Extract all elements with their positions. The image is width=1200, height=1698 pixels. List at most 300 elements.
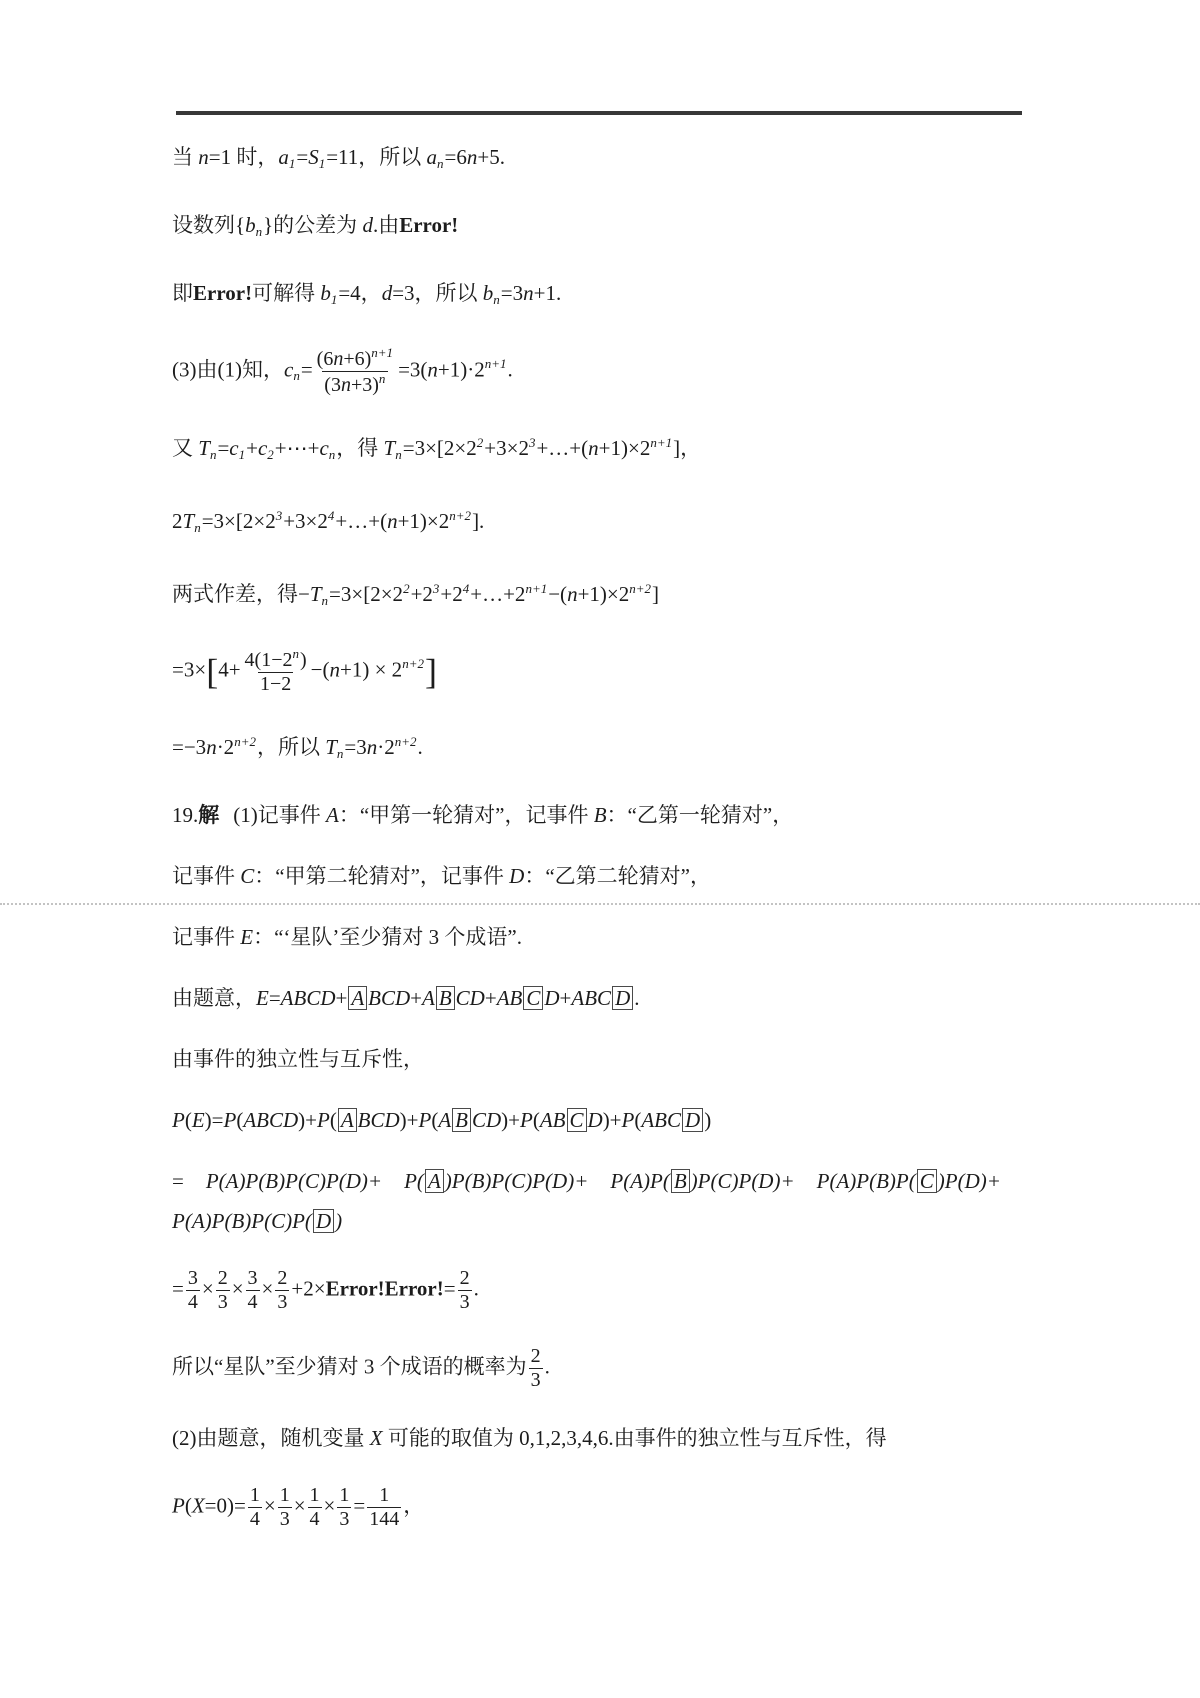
line-geometric-sum xyxy=(172,647,1052,696)
line-px0 xyxy=(172,1484,1052,1531)
math-variable: n xyxy=(523,281,534,305)
math-variable: P xyxy=(172,1108,185,1132)
fraction xyxy=(243,647,309,696)
text-run: =3，所以 xyxy=(392,281,483,305)
fraction xyxy=(458,1267,472,1314)
overline-boxed-variable: A xyxy=(425,1169,444,1193)
text-run: 4 xyxy=(249,1508,260,1530)
text-run: (6 xyxy=(316,348,334,370)
text-run: ：“乙第二轮猜对”， xyxy=(524,864,711,888)
tall-bracket: ] xyxy=(424,651,437,692)
line-product-expansion-2 xyxy=(172,1206,1052,1236)
subscript: n xyxy=(293,368,300,384)
superscript: n+2 xyxy=(394,734,417,749)
text-run: =3× xyxy=(172,657,207,682)
text-run: (3 xyxy=(324,374,341,396)
math-variable: A xyxy=(326,803,339,827)
text-run: + xyxy=(410,986,423,1010)
text-run: . xyxy=(473,1276,479,1301)
math-variable: P xyxy=(317,1108,330,1132)
text-run: + xyxy=(246,436,258,460)
text-run: × xyxy=(261,1276,274,1301)
math-variable: A xyxy=(438,1108,452,1132)
overline-boxed-variable: C xyxy=(567,1108,587,1132)
line-e-decomposition xyxy=(172,983,1052,1013)
math-variable: )P(C)P(D)+ xyxy=(690,1169,795,1193)
math-variable: P( xyxy=(404,1169,424,1193)
text-run: 2 xyxy=(217,1267,228,1289)
text-run: )+ xyxy=(399,1108,419,1132)
text-run: 3 xyxy=(187,1267,198,1289)
text-run: 3 xyxy=(459,1291,470,1313)
text-run: ( xyxy=(329,1108,337,1132)
text-run: ) xyxy=(704,1108,712,1132)
text-run: =−3 xyxy=(172,735,207,759)
math-variable: ABC xyxy=(571,986,612,1010)
text-run: ( xyxy=(634,1108,642,1132)
math-variable: P xyxy=(223,1108,237,1132)
text-run: +1)·2 xyxy=(437,357,485,382)
text-run: +1)×2 xyxy=(397,509,450,533)
math-variable: E xyxy=(256,986,269,1010)
text-run: 1 xyxy=(309,1484,320,1506)
math-variable: T xyxy=(325,735,337,759)
superscript: 2 xyxy=(403,581,410,596)
text-run: ：“乙第一轮猜对”， xyxy=(606,803,794,827)
text-run: 记事件 xyxy=(172,925,241,949)
text-run: ：“甲第一轮猜对”，记事件 xyxy=(338,803,594,827)
text-run: 设数列{ xyxy=(172,213,246,237)
text-run: ( xyxy=(184,1108,192,1132)
line-subtraction xyxy=(172,574,1052,616)
overline-boxed-variable: D xyxy=(313,1209,334,1233)
overline-boxed-variable: B xyxy=(436,986,455,1010)
text-run: 19. xyxy=(172,803,199,827)
text-run: +1)×2 xyxy=(598,436,651,460)
subscript: n xyxy=(328,447,336,462)
math-variable: n xyxy=(466,145,478,169)
text-run: =3×[2×2 xyxy=(201,509,276,533)
math-variable: T xyxy=(309,582,322,606)
math-variable: n xyxy=(333,348,344,370)
math-variable: D xyxy=(509,864,525,888)
text-run: = xyxy=(296,145,309,169)
math-variable: c xyxy=(283,357,294,382)
subscript: n xyxy=(493,292,500,307)
text-run: . xyxy=(544,1354,550,1379)
superscript: n+1 xyxy=(484,356,507,372)
text-run: =3 xyxy=(500,281,524,305)
text-run: +1) × 2 xyxy=(340,657,403,682)
bold-text: Error! xyxy=(399,213,459,237)
fraction-numerator xyxy=(308,1484,322,1507)
fraction-numerator xyxy=(458,1267,472,1290)
text-run: 4 xyxy=(187,1291,198,1313)
math-variable: b xyxy=(482,281,494,305)
line-probability-calc xyxy=(172,1267,1052,1314)
text-run: 144 xyxy=(369,1508,400,1530)
line-an-formula xyxy=(172,142,1052,179)
superscript: 2 xyxy=(476,435,484,450)
subscript: 1 xyxy=(238,447,246,462)
superscript: n xyxy=(292,646,299,661)
text-run: 1 xyxy=(279,1484,290,1506)
math-variable: a xyxy=(278,145,289,169)
text-run: +2 xyxy=(440,582,463,606)
subscript: n xyxy=(336,746,344,761)
text-run: ( xyxy=(532,1108,540,1132)
fraction-numerator xyxy=(186,1267,200,1290)
subscript: n xyxy=(395,447,402,462)
text-run: 4(1−2 xyxy=(244,649,293,671)
subscript: n xyxy=(255,224,263,239)
text-run: 3 xyxy=(217,1291,228,1313)
superscript: n+2 xyxy=(234,734,256,749)
text-run: ( xyxy=(431,1108,439,1132)
superscript: 3 xyxy=(275,508,283,523)
text-run: ( xyxy=(236,1108,244,1132)
superscript: n+2 xyxy=(402,656,424,672)
text-run: 当 xyxy=(172,145,199,169)
fraction xyxy=(529,1345,543,1392)
math-variable: T xyxy=(198,436,210,460)
text-run: +3×2 xyxy=(283,509,328,533)
text-run: =3( xyxy=(398,357,428,382)
tall-bracket: [ xyxy=(206,651,219,692)
math-variable: n xyxy=(366,735,378,759)
text-run: 可能的取值为 0,1,2,3,4,6.由事件的独立性与互斥性，得 xyxy=(382,1426,887,1450)
text-run: × xyxy=(201,1276,214,1301)
text-run: +1. xyxy=(533,281,562,305)
text-run: +…+( xyxy=(335,509,388,533)
fraction-denominator xyxy=(246,1290,260,1314)
text-run: ] xyxy=(652,582,660,606)
document-body xyxy=(172,142,1052,1562)
text-run: +6) xyxy=(343,348,372,370)
text-run: =3×[2×2 xyxy=(329,582,404,606)
overline-boxed-variable: C xyxy=(917,1169,937,1193)
fraction-denominator xyxy=(278,1507,292,1531)
superscript: n+2 xyxy=(449,508,472,523)
math-variable: BCD xyxy=(357,1108,400,1132)
math-variable: n xyxy=(206,735,217,759)
text-run: )+ xyxy=(298,1108,317,1132)
text-run: 又 xyxy=(172,436,199,460)
overline-boxed-variable: A xyxy=(348,986,367,1010)
text-run: . xyxy=(417,735,423,759)
fraction-numerator xyxy=(216,1267,230,1290)
overline-boxed-variable: D xyxy=(682,1108,703,1132)
math-variable: BCD xyxy=(368,986,411,1010)
math-variable: A xyxy=(422,986,435,1010)
line-events-cd xyxy=(172,861,1052,891)
math-variable: D xyxy=(587,1108,603,1132)
line-2tn xyxy=(172,501,1052,543)
superscript: 4 xyxy=(462,581,470,596)
text-run: (3)由(1)知， xyxy=(172,357,284,382)
math-variable: c xyxy=(229,436,239,460)
text-run: ：“‘星队’至少猜对 3 个成语”. xyxy=(253,925,522,949)
text-run: 2 xyxy=(277,1267,288,1289)
subscript: 1 xyxy=(330,292,338,307)
fraction-denominator xyxy=(308,1507,322,1531)
text-run: 2 xyxy=(172,509,183,533)
text-run: 3 xyxy=(339,1508,350,1530)
text-run: 4+ xyxy=(218,657,241,682)
text-run: ，所以 xyxy=(256,735,326,759)
text-run: =3×[2×2 xyxy=(402,436,477,460)
subscript: n xyxy=(209,447,217,462)
text-run: 1 xyxy=(339,1484,350,1506)
math-variable: AB xyxy=(496,986,523,1010)
text-run: = xyxy=(443,1276,456,1301)
text-run: +3×2 xyxy=(484,436,529,460)
math-variable: P xyxy=(418,1108,432,1132)
overline-boxed-variable: C xyxy=(523,986,543,1010)
text-run: )= xyxy=(204,1108,224,1132)
math-variable: n xyxy=(198,145,209,169)
fraction-denominator xyxy=(275,1290,289,1314)
fraction-numerator xyxy=(529,1345,543,1368)
fraction xyxy=(246,1267,260,1314)
text-run: 由事件的独立性与互斥性， xyxy=(172,1047,424,1071)
subscript: 1 xyxy=(318,156,326,171)
text-run: ：“甲第二轮猜对”，记事件 xyxy=(254,864,510,888)
text-run: 3 xyxy=(279,1508,290,1530)
text-run: . xyxy=(507,357,513,382)
math-variable: CD xyxy=(455,986,485,1010)
text-run: × xyxy=(293,1493,306,1518)
text-run: ]， xyxy=(673,436,702,460)
superscript: 3 xyxy=(432,581,440,596)
fraction-numerator xyxy=(315,346,396,371)
fraction xyxy=(186,1267,200,1314)
math-variable: E xyxy=(191,1108,205,1132)
fraction xyxy=(248,1484,262,1531)
text-run: = xyxy=(353,1493,366,1518)
line-bn-solution xyxy=(172,278,1052,315)
overline-boxed-variable: B xyxy=(671,1169,690,1193)
text-run: 3 xyxy=(530,1369,541,1391)
overline-boxed-variable: A xyxy=(338,1108,357,1132)
math-variable: ) xyxy=(335,1209,343,1233)
fraction-numerator xyxy=(278,1484,292,1507)
fraction-numerator xyxy=(377,1484,391,1507)
text-run: 2 xyxy=(530,1345,541,1367)
fraction-denominator xyxy=(322,371,388,397)
subscript: n xyxy=(321,593,329,608)
math-variable: b xyxy=(320,281,331,305)
fraction-denominator xyxy=(216,1290,230,1314)
math-variable: P(A)P(B)P(C)P(D)+ xyxy=(205,1169,383,1193)
text-run: =0)= xyxy=(204,1493,246,1518)
bold-text: 解 xyxy=(198,803,220,827)
math-variable: T xyxy=(383,436,396,460)
text-run: =11，所以 xyxy=(326,145,427,169)
fraction-denominator xyxy=(258,672,293,696)
text-run: 2 xyxy=(459,1267,470,1289)
fraction-denominator xyxy=(458,1290,472,1314)
superscript: n xyxy=(378,371,386,386)
math-variable: T xyxy=(182,509,195,533)
math-variable: P xyxy=(172,1493,185,1518)
math-variable: D xyxy=(544,986,560,1010)
text-run: =4， xyxy=(338,281,382,305)
superscript: n+1 xyxy=(650,435,673,450)
line-tn-sum xyxy=(172,428,1052,470)
overline-boxed-variable: B xyxy=(452,1108,471,1132)
subscript: n xyxy=(194,520,201,535)
text-run: = xyxy=(172,1169,184,1193)
superscript: n+2 xyxy=(629,581,652,596)
text-run: ( xyxy=(184,1493,192,1518)
superscript: 3 xyxy=(528,435,536,450)
fraction-numerator xyxy=(248,1484,262,1507)
text-run: = xyxy=(268,986,281,1010)
text-run: +…+2 xyxy=(470,582,526,606)
math-variable: ABCD xyxy=(243,1108,299,1132)
line-event-e xyxy=(172,922,1052,952)
line-tn-result xyxy=(172,727,1052,769)
fraction-denominator xyxy=(337,1507,351,1531)
text-run: 即 xyxy=(172,281,193,305)
math-variable: X xyxy=(191,1493,205,1518)
line-probability-conclusion xyxy=(172,1345,1052,1392)
math-variable: n xyxy=(427,357,438,382)
line-19-events-ab xyxy=(172,800,1052,830)
math-variable: E xyxy=(240,925,254,949)
text-run: ) xyxy=(299,649,307,671)
superscript: n+1 xyxy=(525,581,548,596)
text-run: +2× xyxy=(291,1276,326,1301)
fraction-numerator xyxy=(337,1484,351,1507)
fraction xyxy=(275,1267,289,1314)
math-variable: n xyxy=(340,374,351,396)
line-cn-fraction xyxy=(172,346,1052,397)
math-variable: P xyxy=(621,1108,635,1132)
bold-text: Error! xyxy=(193,281,253,305)
fraction-denominator xyxy=(529,1368,543,1392)
math-variable: a xyxy=(426,145,438,169)
text-run: × xyxy=(323,1493,336,1518)
text-run: 所以“星队”至少猜对 3 个成语的概率为 xyxy=(172,1354,527,1379)
text-run: ， xyxy=(403,1493,425,1518)
fraction-denominator xyxy=(367,1507,401,1531)
line-part2-intro xyxy=(172,1423,1052,1453)
text-run: .由 xyxy=(372,213,400,237)
text-run: −( xyxy=(310,657,330,682)
fraction xyxy=(216,1267,230,1314)
text-run: + xyxy=(559,986,572,1010)
fraction-numerator xyxy=(246,1267,260,1290)
line-bn-common-difference xyxy=(172,210,1052,247)
math-variable: P(A)P(B)P( xyxy=(816,1169,916,1193)
text-run: +1)×2 xyxy=(577,582,630,606)
text-run: 记事件 xyxy=(172,864,241,888)
text-run: ·2 xyxy=(377,735,395,759)
math-variable: B xyxy=(593,803,607,827)
top-horizontal-rule xyxy=(176,111,1022,115)
text-run: = xyxy=(217,436,230,460)
math-variable: c xyxy=(257,436,268,460)
text-run: )+ xyxy=(501,1108,521,1132)
overline-boxed-variable: D xyxy=(612,986,633,1010)
text-run: 1−2 xyxy=(259,673,292,695)
text-run: (2)由题意，随机变量 xyxy=(172,1426,370,1450)
fraction-denominator xyxy=(248,1507,262,1531)
line-pe-expansion xyxy=(172,1105,1052,1135)
math-variable: d xyxy=(381,281,393,305)
text-run: )+ xyxy=(602,1108,622,1132)
text-run: +2 xyxy=(410,582,433,606)
fraction xyxy=(308,1484,322,1531)
text-run: + xyxy=(335,986,348,1010)
math-variable: S xyxy=(308,145,319,169)
text-run: −( xyxy=(548,582,568,606)
math-variable: X xyxy=(369,1426,383,1450)
text-run: }的公差为 xyxy=(263,213,363,237)
text-run: +⋯+ xyxy=(274,436,320,460)
math-variable: c xyxy=(319,436,329,460)
text-run: × xyxy=(263,1493,276,1518)
subscript: 2 xyxy=(267,447,274,462)
text-run: . xyxy=(634,986,640,1010)
text-run: 4 xyxy=(247,1291,258,1313)
fraction xyxy=(337,1484,351,1531)
text-run: (1)记事件 xyxy=(233,803,326,827)
text-run: 由题意， xyxy=(172,986,256,1010)
text-run: + xyxy=(484,986,497,1010)
text-run: 1 xyxy=(249,1484,260,1506)
math-variable: P(A)P(B)P(C)P( xyxy=(172,1209,312,1233)
fraction-denominator xyxy=(186,1290,200,1314)
text-run: 3 xyxy=(247,1267,258,1289)
math-variable: ABC xyxy=(641,1108,682,1132)
text-run: 4 xyxy=(309,1508,320,1530)
fraction-numerator xyxy=(275,1267,289,1290)
text-run: × xyxy=(231,1276,244,1301)
line-product-expansion-1 xyxy=(172,1166,1052,1196)
superscript: 4 xyxy=(327,508,335,523)
fraction-numerator xyxy=(243,647,309,672)
text-run: =6 xyxy=(444,145,467,169)
math-variable: P xyxy=(520,1108,533,1132)
text-run: =1 时， xyxy=(208,145,279,169)
bold-text: Error!Error! xyxy=(325,1276,444,1301)
math-variable: n xyxy=(588,436,599,460)
text-run: = xyxy=(172,1276,184,1301)
math-variable: n xyxy=(387,509,398,533)
line-independence-note xyxy=(172,1044,1052,1074)
text-run: ]. xyxy=(472,509,485,533)
text-run: = xyxy=(300,357,313,382)
math-variable: b xyxy=(245,213,256,237)
text-run: 两式作差，得− xyxy=(172,582,310,606)
text-run: +3) xyxy=(350,374,379,396)
text-run: 可解得 xyxy=(252,281,321,305)
math-variable: )P(D)+ xyxy=(937,1169,1001,1193)
math-variable: )P(B)P(C)P(D)+ xyxy=(444,1169,589,1193)
math-variable: d xyxy=(362,213,373,237)
text-run: +5. xyxy=(477,145,505,169)
math-variable: CD xyxy=(471,1108,502,1132)
math-variable: C xyxy=(240,864,255,888)
math-variable: AB xyxy=(539,1108,566,1132)
text-run: =3 xyxy=(344,735,367,759)
subscript: 1 xyxy=(288,156,296,171)
math-variable: n xyxy=(329,657,340,682)
math-variable: ABCD xyxy=(280,986,336,1010)
